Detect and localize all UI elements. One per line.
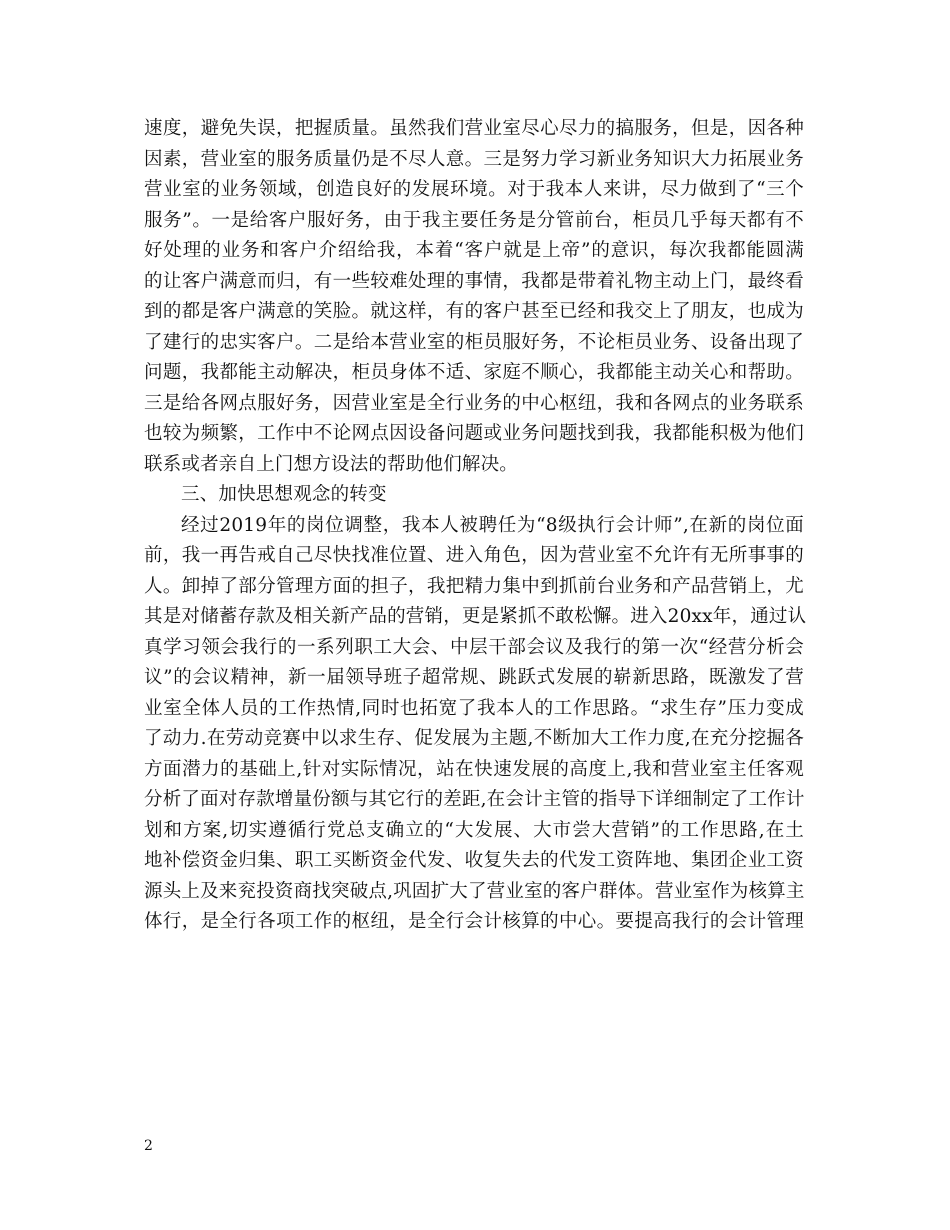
text-line: 前，我一再告戒自己尽快找准位置、进入角色，因为营业室不允许有无所事事的	[144, 545, 804, 566]
text-line: 体行，是全行各项工作的枢纽，是全行会计核算的中心。要提高我行的会计管理	[144, 911, 804, 932]
text-line: 的让客户满意而归，有一些较难处理的事情，我都是带着礼物主动上门，最终看	[144, 270, 804, 292]
text-line: 人。卸掉了部分管理方面的担子，我把精力集中到抓前台业务和产品营销上，尤	[144, 575, 804, 597]
text-line: 地补偿资金归集、职工买断资金代发、收复失去的代发工资阵地、集团企业工资	[144, 850, 804, 871]
text-line: 也较为频繁，工作中不论网点因设备问题或业务问题找到我，我都能积极为他们	[144, 423, 804, 444]
section-heading: 三、加快思想观念的转变	[181, 484, 387, 505]
text-line: 了动力.在劳动竞赛中以求生存、促发展为主题,不断加大工作力度,在充分挖掘各	[144, 728, 804, 749]
text-line: 营业室的业务领域，创造良好的发展环境。对于我本人来讲，尽力做到了“三个	[144, 179, 804, 200]
text-line: 到的都是客户满意的笑脸。就这样，有的客户甚至已经和我交上了朋友，也成为	[144, 301, 804, 322]
text-line: 经过2019年的岗位调整，我本人被聘任为“8级执行会计师”,在新的岗位面	[181, 514, 804, 536]
text-line: 议”的会议精神，新一届领导班子超常规、跳跃式发展的崭新思路，既激发了营	[144, 667, 804, 688]
text-line: 划和方案,切实遵循行党总支确立的“大发展、大市尝大营销”的工作思路,在土	[144, 819, 804, 841]
text-line: 服务”。一是给客户服好务，由于我主要任务是分管前台，柜员几乎每天都有不	[144, 209, 804, 231]
text-line: 分析了面对存款增量份额与其它行的差距,在会计主管的指导下详细制定了工作计	[144, 789, 805, 810]
text-line: 方面潜力的基础上,针对实际情况，站在快速发展的高度上,我和营业室主任客观	[144, 758, 804, 780]
body-text	[144, 114, 807, 938]
text-line: 问题，我都能主动解决，柜员身体不适、家庭不顺心，我都能主动关心和帮助。	[144, 362, 804, 383]
text-line: 三是给各网点服好务，因营业室是全行业务的中心枢纽，我和各网点的业务联系	[144, 392, 804, 414]
text-line: 业室全体人员的工作热情,同时也拓宽了我本人的工作思路。“求生存”压力变成	[144, 697, 804, 719]
text-line: 因素，营业室的服务质量仍是不尽人意。三是努力学习新业务知识大力拓展业务	[144, 148, 804, 170]
text-line: 好处理的业务和客户介绍给我，本着“客户就是上帝”的意识，每次我都能圆满	[144, 240, 804, 261]
text-line: 真学习领会我行的一系列职工大会、中层干部会议及我行的第一次“经营分析会	[144, 636, 804, 658]
text-line: 速度，避免失误，把握质量。虽然我们营业室尽心尽力的搞服务，但是，因各种	[144, 118, 804, 139]
text-line: 源头上及来兖投资商找突破点,巩固扩大了营业室的客户群体。营业室作为核算主	[144, 880, 805, 902]
page-number: 2	[144, 1138, 153, 1154]
text-line: 其是对储蓄存款及相关新产品的营销，更是紧抓不敢松懈。进入20xx年，通过认	[144, 606, 807, 627]
text-line: 了建行的忠实客户。二是给本营业室的柜员服好务，不论柜员业务、设备出现了	[144, 331, 804, 353]
text-line: 联系或者亲自上门想方设法的帮助他们解决。	[144, 453, 519, 475]
